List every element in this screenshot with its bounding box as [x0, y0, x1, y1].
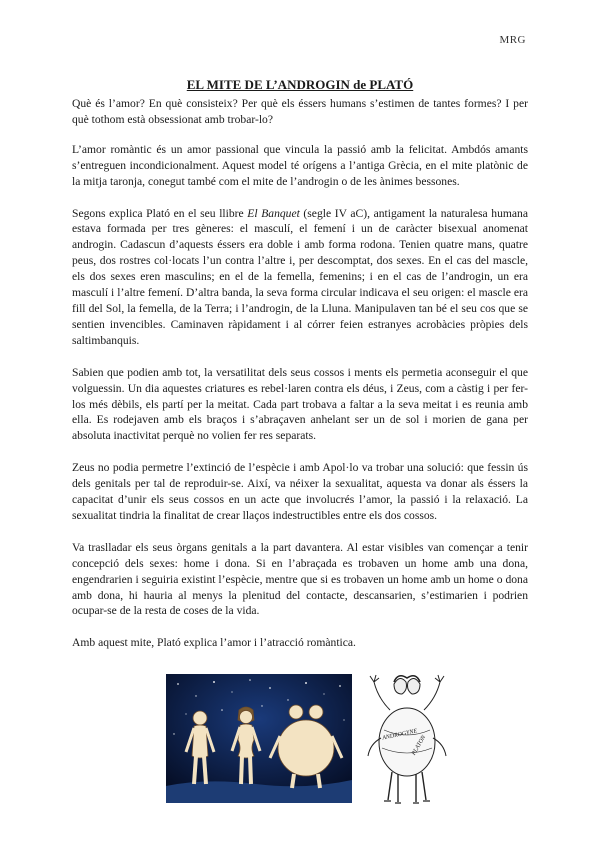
feet — [384, 801, 430, 803]
paragraph-romantic-love: L’amor romàntic és un amor passional que vincula la passió amb la felicitat. Ambdós amants s’entreguen incondicionalment. Aquest model té orígens a l’antiga Grècia, en el mite platònic de la mitja taronja, conegut també com el mite de l’androgin o de les ànimes bessones. — [72, 142, 528, 188]
head-right — [408, 678, 421, 694]
engraving-label-right: PLATON — [411, 734, 428, 757]
raised-arm-right — [424, 675, 444, 710]
engraving-figure — [368, 675, 446, 803]
three-beings-illustration — [166, 674, 352, 803]
paragraph-text: (segle IV aC), antigament la naturalesa humana estava formada per tres gèneres: el masculí, el femení i un de caràcter bisexual anomenat androgin. Cadascun d’aquests éssers era doble i amb forma rodona. Tenien quatre mans, quatre peus, dos rostres col·locats l’un contra l’altre i, per descomptat, dos sexes. En el cas del mascle, els dos sexes eren masculins; en el de la femella, femenins; i en el cas de l’androgin, un era masculí i l’altre femení. D’altra banda, la seva forma circular indicava el seu origen: el mascle era fill del Sol, la femella, de la Terra; i l’androgin, de la Lluna. Manipulaven tan bé el seu cos que se sentien invencibles. Caminaven ràpidament i al córrer feien estranyes acrobàcies pròpies dels saltimbanquis. — [72, 206, 528, 347]
author-initials: MRG — [499, 34, 526, 46]
paragraph-three-genders — [72, 206, 528, 349]
round-body — [379, 708, 435, 776]
head-left — [394, 678, 407, 694]
raised-arm-left — [370, 675, 390, 710]
androgyne-engraving — [364, 670, 450, 806]
paragraph-conclusion: Amb aquest mite, Plató explica l’amor i l’atracció romàntica. — [72, 636, 356, 650]
page-title: EL MITE DE L’ANDROGIN de PLATÓ — [186, 77, 414, 92]
document-body — [72, 96, 528, 667]
paragraph-text: Segons explica Plató en el seu llibre — [72, 206, 248, 220]
paragraph-sexuality: Zeus no podia permetre l’extinció de l’espècie i amb Apol·lo va trobar una solució: que fessin ús dels genitals per tal de reproduir-se. Així, va néixer la sexualitat, aquesta va donar als éssers la capacitat d’unir els seus cossos en un acte que involucrés l’amor, la passió i la relaxació. La sexualitat tindria la finalitat de crear llaços indestructibles entre els dos cossos. — [72, 461, 528, 522]
book-title: El Banquet — [247, 206, 300, 220]
paragraph-genitals: Va traslladar els seus òrgans genitals a la part davantera. Al estar visibles van començar a tenir concepció dels sexes: home i dona. Si en l’abraçada es trobaven un home amb una dona, engendrarien i seguiria existint l’espècie, mentre que si es trobaven un home amb un home o dona amb dona, hi hauria al menys la plenitud del contacte, descansarien, s’estimarien i podrien ocupar-se de la resta de coses de la vida. — [72, 540, 528, 618]
paragraph-questions: Què és l’amor? En què consisteix? Per què els éssers humans s’estimen de tantes formes? I per què tothom està obsessionat amb trobar-lo? — [72, 97, 528, 126]
paragraph-zeus-punishment: Sabien que podien amb tot, la versatilitat dels seus cossos i ments els permetia aconseguir el que volguessin. Un dia aquestes criatures es rebel·laren contra els déus, i Zeus, com a càstig i per fer-los més dèbils, els partí per la meitat. Cada part trobava a faltar a la seva meitat i es reunia amb ella. Es rodejaven amb els braços i s’abraçaven anhelant ser un de sol i morien de gana per absoluta inactivitat perquè no volien fer res separats. — [72, 365, 528, 443]
engraving-label-left: ANDROGYNE — [381, 728, 418, 742]
